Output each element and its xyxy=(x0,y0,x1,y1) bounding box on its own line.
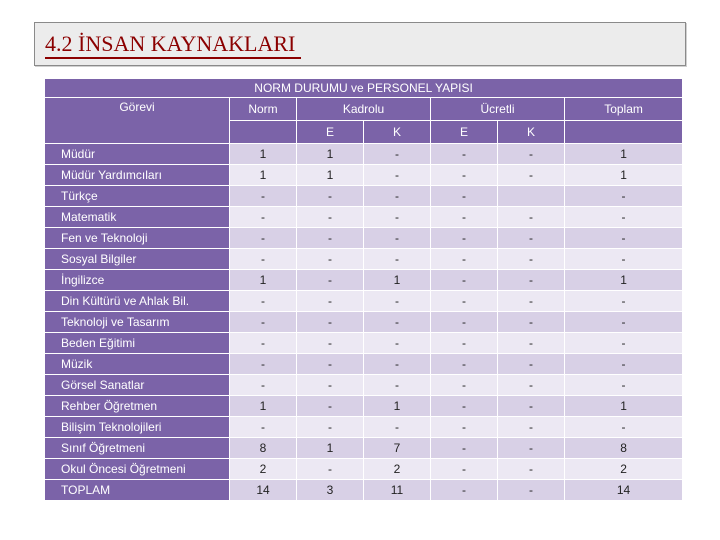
cell-kadrolu-k: - xyxy=(364,207,431,228)
cell-norm: - xyxy=(230,333,297,354)
header-ucretli-k: K xyxy=(498,121,565,144)
cell-toplam: - xyxy=(565,207,683,228)
cell-kadrolu-e: - xyxy=(297,375,364,396)
table-caption: NORM DURUMU ve PERSONEL YAPISI xyxy=(45,79,683,98)
row-label: İngilizce xyxy=(45,270,230,291)
cell-ucretli-k: - xyxy=(498,480,565,501)
table-row xyxy=(45,312,683,333)
cell-ucretli-k: - xyxy=(498,417,565,438)
cell-kadrolu-e: - xyxy=(297,396,364,417)
cell-kadrolu-e: - xyxy=(297,417,364,438)
cell-ucretli-e: - xyxy=(431,291,498,312)
cell-kadrolu-k: 2 xyxy=(364,459,431,480)
page-title: 4.2 İNSAN KAYNAKLARI xyxy=(45,31,301,59)
cell-ucretli-k: - xyxy=(498,354,565,375)
cell-toplam: - xyxy=(565,375,683,396)
cell-kadrolu-e: - xyxy=(297,207,364,228)
header-ucretli: Ücretli xyxy=(431,98,565,121)
table-row xyxy=(45,375,683,396)
cell-toplam: 8 xyxy=(565,438,683,459)
table-row xyxy=(45,354,683,375)
cell-norm: - xyxy=(230,291,297,312)
cell-norm: - xyxy=(230,354,297,375)
cell-norm: 1 xyxy=(230,396,297,417)
cell-kadrolu-k: - xyxy=(364,312,431,333)
cell-kadrolu-e: - xyxy=(297,291,364,312)
cell-kadrolu-e: - xyxy=(297,459,364,480)
cell-toplam: 1 xyxy=(565,144,683,165)
cell-ucretli-e: - xyxy=(431,249,498,270)
cell-ucretli-e: - xyxy=(431,186,498,207)
cell-norm: - xyxy=(230,186,297,207)
row-label: Türkçe xyxy=(45,186,230,207)
cell-toplam: - xyxy=(565,228,683,249)
cell-ucretli-k: - xyxy=(498,312,565,333)
cell-ucretli-k: - xyxy=(498,165,565,186)
table-row xyxy=(45,207,683,228)
cell-kadrolu-k: 1 xyxy=(364,270,431,291)
cell-norm: - xyxy=(230,207,297,228)
cell-norm: - xyxy=(230,228,297,249)
cell-kadrolu-e: 1 xyxy=(297,438,364,459)
cell-toplam: 1 xyxy=(565,165,683,186)
header-norm: Norm xyxy=(230,98,297,121)
cell-ucretli-e: - xyxy=(431,480,498,501)
cell-ucretli-e: - xyxy=(431,228,498,249)
cell-kadrolu-k: 11 xyxy=(364,480,431,501)
cell-toplam: - xyxy=(565,291,683,312)
cell-ucretli-e: - xyxy=(431,375,498,396)
row-label: Matematik xyxy=(45,207,230,228)
cell-ucretli-k: - xyxy=(498,270,565,291)
cell-kadrolu-e: - xyxy=(297,312,364,333)
cell-ucretli-e: - xyxy=(431,312,498,333)
cell-kadrolu-k: - xyxy=(364,186,431,207)
cell-ucretli-e: - xyxy=(431,459,498,480)
cell-ucretli-e: - xyxy=(431,144,498,165)
cell-kadrolu-k: - xyxy=(364,144,431,165)
header-toplam-blank xyxy=(565,121,683,144)
cell-ucretli-k: - xyxy=(498,207,565,228)
cell-ucretli-k: - xyxy=(498,396,565,417)
cell-norm: 2 xyxy=(230,459,297,480)
row-label: Sosyal Bilgiler xyxy=(45,249,230,270)
cell-kadrolu-e: - xyxy=(297,354,364,375)
title-banner xyxy=(34,22,686,66)
cell-ucretli-k: - xyxy=(498,228,565,249)
cell-ucretli-k: - xyxy=(498,144,565,165)
cell-norm: 1 xyxy=(230,144,297,165)
cell-toplam: - xyxy=(565,249,683,270)
table-row xyxy=(45,438,683,459)
row-label: Teknoloji ve Tasarım xyxy=(45,312,230,333)
cell-ucretli-e: - xyxy=(431,207,498,228)
cell-norm: - xyxy=(230,417,297,438)
cell-ucretli-k: - xyxy=(498,375,565,396)
table-row xyxy=(45,249,683,270)
cell-ucretli-k xyxy=(498,186,565,207)
cell-ucretli-k: - xyxy=(498,249,565,270)
row-label: Görsel Sanatlar xyxy=(45,375,230,396)
row-label: Sınıf Öğretmeni xyxy=(45,438,230,459)
cell-toplam: - xyxy=(565,186,683,207)
cell-ucretli-e: - xyxy=(431,354,498,375)
header-ucretli-e: E xyxy=(431,121,498,144)
table-row xyxy=(45,270,683,291)
header-kadrolu-k: K xyxy=(364,121,431,144)
cell-ucretli-k: - xyxy=(498,333,565,354)
cell-ucretli-e: - xyxy=(431,417,498,438)
cell-norm: - xyxy=(230,249,297,270)
table-row xyxy=(45,228,683,249)
cell-norm: 14 xyxy=(230,480,297,501)
header-kadrolu-e: E xyxy=(297,121,364,144)
header-gorevi: Görevi xyxy=(45,98,230,144)
cell-norm: - xyxy=(230,312,297,333)
row-label: TOPLAM xyxy=(45,480,230,501)
cell-toplam: 2 xyxy=(565,459,683,480)
row-label: Bilişim Teknolojileri xyxy=(45,417,230,438)
cell-kadrolu-e: - xyxy=(297,186,364,207)
cell-toplam: 1 xyxy=(565,396,683,417)
cell-toplam: 1 xyxy=(565,270,683,291)
row-label: Rehber Öğretmen xyxy=(45,396,230,417)
cell-kadrolu-k: - xyxy=(364,354,431,375)
cell-ucretli-k: - xyxy=(498,438,565,459)
row-label: Müzik xyxy=(45,354,230,375)
cell-kadrolu-k: - xyxy=(364,228,431,249)
table-row xyxy=(45,333,683,354)
row-label: Din Kültürü ve Ahlak Bil. xyxy=(45,291,230,312)
cell-kadrolu-k: 1 xyxy=(364,396,431,417)
row-label: Okul Öncesi Öğretmeni xyxy=(45,459,230,480)
cell-toplam: - xyxy=(565,312,683,333)
table-row xyxy=(45,417,683,438)
cell-kadrolu-e: - xyxy=(297,270,364,291)
table-row xyxy=(45,480,683,501)
cell-ucretli-e: - xyxy=(431,438,498,459)
cell-kadrolu-e: 3 xyxy=(297,480,364,501)
cell-norm: - xyxy=(230,375,297,396)
cell-toplam: 14 xyxy=(565,480,683,501)
table-row xyxy=(45,459,683,480)
cell-ucretli-k: - xyxy=(498,459,565,480)
cell-kadrolu-k: - xyxy=(364,165,431,186)
cell-kadrolu-e: - xyxy=(297,249,364,270)
cell-kadrolu-e: 1 xyxy=(297,144,364,165)
row-label: Fen ve Teknoloji xyxy=(45,228,230,249)
cell-toplam: - xyxy=(565,333,683,354)
cell-toplam: - xyxy=(565,354,683,375)
cell-ucretli-e: - xyxy=(431,396,498,417)
cell-kadrolu-k: - xyxy=(364,417,431,438)
cell-toplam: - xyxy=(565,417,683,438)
cell-kadrolu-e: 1 xyxy=(297,165,364,186)
header-toplam: Toplam xyxy=(565,98,683,121)
cell-kadrolu-k: - xyxy=(364,249,431,270)
cell-kadrolu-k: - xyxy=(364,291,431,312)
row-label: Beden Eğitimi xyxy=(45,333,230,354)
cell-kadrolu-k: 7 xyxy=(364,438,431,459)
cell-kadrolu-e: - xyxy=(297,333,364,354)
cell-ucretli-k: - xyxy=(498,291,565,312)
cell-kadrolu-k: - xyxy=(364,333,431,354)
row-label: Müdür Yardımcıları xyxy=(45,165,230,186)
personnel-table xyxy=(44,78,683,501)
cell-ucretli-e: - xyxy=(431,333,498,354)
cell-ucretli-e: - xyxy=(431,165,498,186)
cell-ucretli-e: - xyxy=(431,270,498,291)
header-kadrolu: Kadrolu xyxy=(297,98,431,121)
cell-norm: 1 xyxy=(230,270,297,291)
cell-norm: 1 xyxy=(230,165,297,186)
row-label: Müdür xyxy=(45,144,230,165)
table-row xyxy=(45,144,683,165)
cell-kadrolu-e: - xyxy=(297,228,364,249)
table-row xyxy=(45,291,683,312)
cell-kadrolu-k: - xyxy=(364,375,431,396)
header-norm-blank xyxy=(230,121,297,144)
cell-norm: 8 xyxy=(230,438,297,459)
table-row xyxy=(45,186,683,207)
table-row xyxy=(45,165,683,186)
table-row xyxy=(45,396,683,417)
